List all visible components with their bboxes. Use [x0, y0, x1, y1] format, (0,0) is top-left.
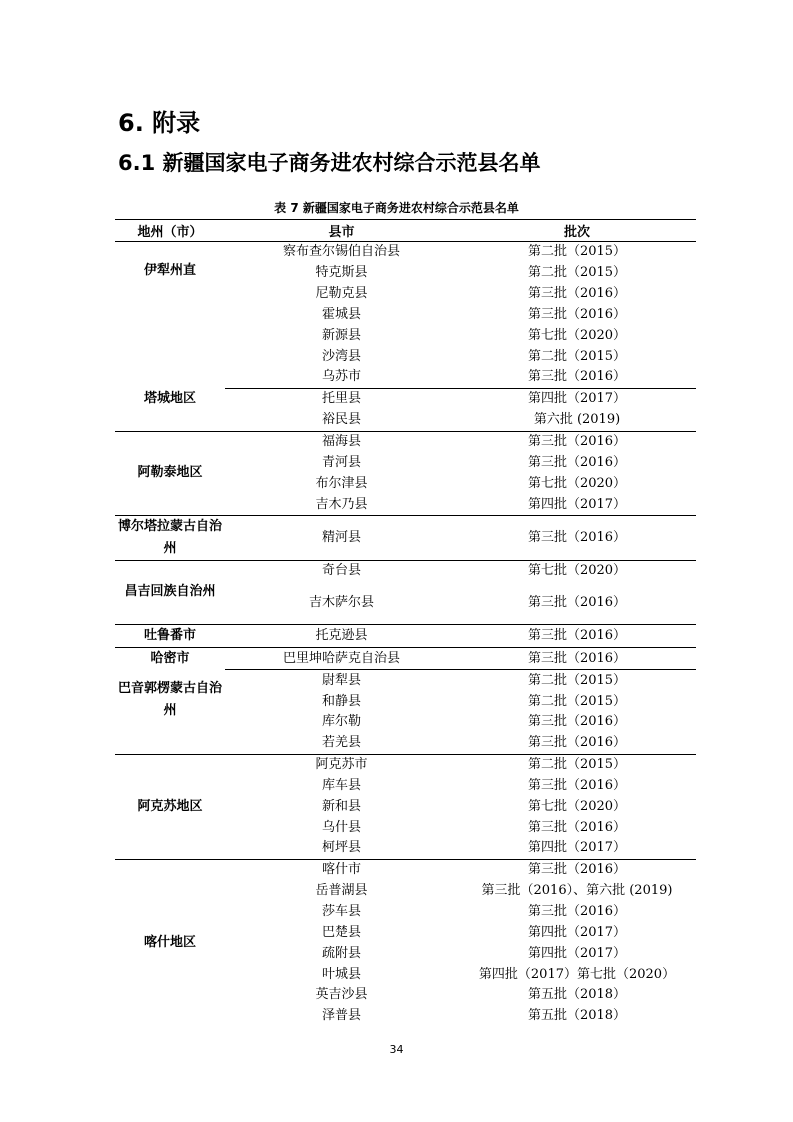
county-cell: 莎车县 — [321, 904, 361, 920]
county-cell: 精河县 — [225, 515, 458, 560]
county-cell: 巴楚县 — [321, 924, 361, 940]
batch-cell: 第二批（2015） — [527, 244, 627, 260]
batch-cell: 第七批（2020） — [527, 798, 627, 814]
batch-cell: 第三批（2016）、第六批 (2019) — [481, 883, 673, 899]
county-cell: 吉木萨尔县 — [308, 594, 374, 610]
county-cell: 霍城县 — [321, 306, 361, 322]
batch-cell: 第三批（2016） — [527, 306, 627, 322]
region-cell: 塔城地区 — [143, 391, 196, 407]
region-cell: 伊犁州直 — [143, 263, 196, 278]
batch-cell: 第三批（2016） — [527, 714, 627, 730]
table-row — [115, 431, 696, 452]
batch-cell: 第三批（2016） — [527, 369, 627, 385]
table-row — [115, 754, 696, 775]
county-cell: 察布查尔锡伯自治县 — [282, 244, 400, 260]
table-row — [115, 515, 696, 560]
demo-county-table — [115, 219, 696, 1027]
table-row — [115, 560, 696, 581]
batch-cell: 第三批（2016） — [527, 454, 627, 470]
batch-cell: 第三批（2016） — [458, 859, 696, 880]
county-cell: 尼勒克县 — [315, 286, 368, 302]
region-cell: 巴音郭楞蒙古自治州 — [117, 680, 222, 718]
county-cell: 柯坪县 — [321, 840, 361, 856]
batch-cell: 第二批（2015） — [458, 670, 696, 691]
page-number: 34 — [389, 1043, 404, 1056]
county-cell: 喀什市 — [225, 859, 458, 880]
batch-cell: 第三批（2016） — [527, 777, 627, 793]
region-cell: 昌吉回族自治州 — [115, 560, 225, 624]
batch-cell: 第五批（2018） — [527, 1008, 627, 1024]
table-row — [115, 647, 696, 670]
section-heading: 6.1 新疆国家电子商务进农村综合示范县名单 — [118, 151, 541, 175]
county-cell: 阿克苏市 — [225, 754, 458, 775]
table-row — [115, 859, 696, 880]
county-cell: 吉木乃县 — [315, 496, 368, 512]
header-county: 县市 — [225, 220, 458, 242]
county-cell: 尉犁县 — [225, 670, 458, 691]
batch-cell: 第三批（2016） — [527, 286, 627, 302]
county-cell: 疏附县 — [321, 945, 361, 961]
batch-cell: 第四批（2017） — [527, 924, 627, 940]
table-header-row — [115, 220, 696, 242]
county-cell: 布尔津县 — [315, 475, 368, 491]
county-cell: 沙湾县 — [321, 348, 361, 364]
batch-cell: 第二批（2015） — [527, 265, 627, 281]
county-cell: 若羌县 — [321, 735, 361, 751]
region-cell: 阿克苏地区 — [115, 754, 225, 859]
county-cell: 和静县 — [321, 693, 361, 709]
region-cell: 哈密市 — [115, 647, 225, 670]
county-cell: 岳普湖县 — [315, 883, 368, 899]
county-cell: 新源县 — [321, 327, 361, 343]
county-cell: 泽普县 — [321, 1008, 361, 1024]
batch-cell: 第六批 (2019) — [533, 412, 621, 428]
region-cell: 喀什地区 — [115, 859, 225, 1026]
county-cell: 巴里坤哈萨克自治县 — [225, 647, 458, 670]
county-cell: 库车县 — [321, 777, 361, 793]
batch-cell: 第四批（2017） — [527, 945, 627, 961]
table-row — [115, 670, 696, 691]
batch-cell: 第三批（2016） — [527, 819, 627, 835]
region-cell: 阿勒泰地区 — [115, 431, 225, 515]
county-cell: 青河县 — [321, 454, 361, 470]
county-cell: 库尔勒 — [321, 714, 361, 730]
batch-cell: 第五批（2018） — [527, 987, 627, 1003]
batch-cell: 第三批（2016） — [458, 515, 696, 560]
county-cell: 福海县 — [225, 431, 458, 452]
region-cell: 博尔塔拉蒙古自治州 — [115, 515, 225, 560]
appendix-heading: 6. 附录 — [118, 109, 201, 137]
batch-cell: 第七批（2020） — [527, 475, 627, 491]
batch-cell: 第三批（2016） — [527, 594, 627, 610]
batch-cell: 第四批（2017） — [527, 840, 627, 856]
batch-cell: 第七批（2020） — [458, 560, 696, 581]
table-row — [115, 624, 696, 647]
batch-cell: 第三批（2016） — [458, 647, 696, 670]
county-cell: 乌苏市 — [321, 369, 361, 385]
batch-cell: 第二批（2015） — [458, 754, 696, 775]
county-cell: 托克逊县 — [225, 624, 458, 647]
header-batch: 批次 — [458, 220, 696, 242]
batch-cell: 第七批（2020） — [527, 327, 627, 343]
batch-cell: 第三批（2016） — [458, 624, 696, 647]
batch-cell: 第四批（2017）第七批（2020） — [478, 966, 676, 982]
header-region: 地州（市） — [115, 220, 225, 242]
county-cell: 乌什县 — [321, 819, 361, 835]
batch-cell: 第三批（2016） — [458, 431, 696, 452]
county-cell: 新和县 — [321, 798, 361, 814]
county-cell: 裕民县 — [321, 412, 361, 428]
batch-cell: 第四批（2017） — [458, 388, 696, 409]
county-cell: 叶城县 — [321, 966, 361, 982]
batch-cell: 第三批（2016） — [527, 735, 627, 751]
batch-cell: 第二批（2015） — [527, 693, 627, 709]
county-cell: 奇台县 — [225, 560, 458, 581]
county-cell: 托里县 — [225, 388, 458, 409]
batch-cell: 第二批（2015） — [527, 348, 627, 364]
table-row — [115, 242, 696, 263]
region-cell: 吐鲁番市 — [115, 624, 225, 647]
batch-cell: 第三批（2016） — [527, 904, 627, 920]
batch-cell: 第四批（2017） — [527, 496, 627, 512]
county-cell: 英吉沙县 — [315, 987, 368, 1003]
county-cell: 特克斯县 — [315, 265, 368, 281]
table-row — [115, 388, 696, 409]
table-caption: 表 7 新疆国家电子商务进农村综合示范县名单 — [274, 201, 519, 215]
